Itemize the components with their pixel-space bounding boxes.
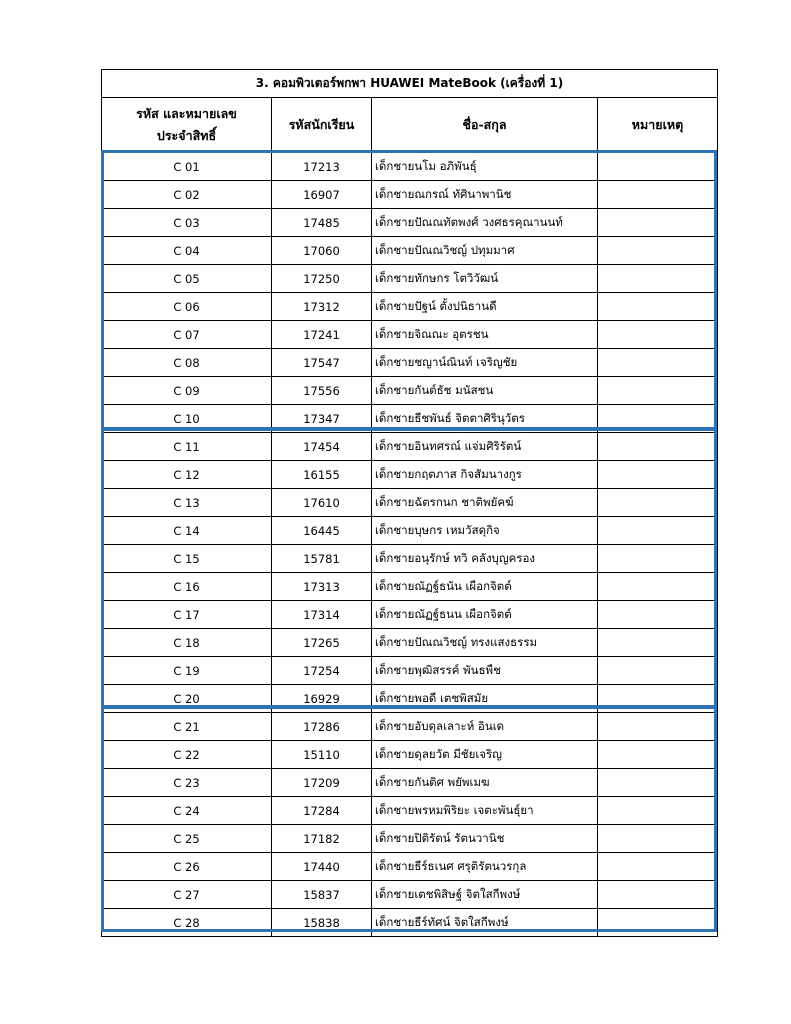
- cell-student-id: 16445: [272, 517, 372, 545]
- cell-name: เด็กชายอับดุลเลาะห์ อินเด: [372, 713, 598, 741]
- cell-student-id: 17440: [272, 853, 372, 881]
- table-row: [102, 881, 718, 909]
- table-title: 3. คอมพิวเตอร์พกพา HUAWEI MateBook (เครื่องที่ 1): [102, 70, 718, 98]
- table-row: [102, 797, 718, 825]
- cell-code: C 05: [102, 265, 272, 293]
- table-row: [102, 825, 718, 853]
- cell-remark: [598, 881, 718, 909]
- table-row: [102, 657, 718, 685]
- cell-student-id: 17209: [272, 769, 372, 797]
- cell-name: เด็กชายปัณณทัตพงศ์ วงศธรคุณานนท์: [372, 209, 598, 237]
- cell-remark: [598, 405, 718, 433]
- cell-name: เด็กชายอินทศรณ์ แจ่มศิริรัตน์: [372, 433, 598, 461]
- cell-student-id: 17213: [272, 153, 372, 181]
- cell-student-id: 17347: [272, 405, 372, 433]
- cell-student-id: 16907: [272, 181, 372, 209]
- roster-sheet: [101, 69, 717, 937]
- cell-remark: [598, 209, 718, 237]
- table-row: [102, 489, 718, 517]
- table-row: [102, 769, 718, 797]
- table-row: [102, 265, 718, 293]
- cell-remark: [598, 293, 718, 321]
- cell-remark: [598, 545, 718, 573]
- cell-remark: [598, 657, 718, 685]
- cell-student-id: 17060: [272, 237, 372, 265]
- cell-code: C 24: [102, 797, 272, 825]
- table-row: [102, 853, 718, 881]
- cell-code: C 25: [102, 825, 272, 853]
- cell-name: เด็กชายณกรณ์ ทัศินาพานิช: [372, 181, 598, 209]
- cell-student-id: 17454: [272, 433, 372, 461]
- table-row: [102, 349, 718, 377]
- cell-remark: [598, 265, 718, 293]
- cell-remark: [598, 741, 718, 769]
- cell-student-id: 15837: [272, 881, 372, 909]
- cell-remark: [598, 237, 718, 265]
- cell-student-id: 17547: [272, 349, 372, 377]
- cell-student-id: 17314: [272, 601, 372, 629]
- cell-code: C 14: [102, 517, 272, 545]
- table-row: [102, 713, 718, 741]
- cell-code: C 04: [102, 237, 272, 265]
- cell-student-id: 17556: [272, 377, 372, 405]
- cell-name: เด็กชายพุฒิสรรค์ พันธพืช: [372, 657, 598, 685]
- cell-name: เด็กชายพรหมพิริยะ เจตะพันธุ์ยา: [372, 797, 598, 825]
- cell-code: C 23: [102, 769, 272, 797]
- cell-student-id: 17286: [272, 713, 372, 741]
- cell-name: เด็กชายธีชพันธ์ จิตตาศิรินุวัตร: [372, 405, 598, 433]
- cell-remark: [598, 573, 718, 601]
- cell-student-id: 17610: [272, 489, 372, 517]
- header-name: ชื่อ-สกุล: [372, 98, 598, 153]
- cell-remark: [598, 825, 718, 853]
- cell-remark: [598, 517, 718, 545]
- cell-code: C 12: [102, 461, 272, 489]
- table-row: [102, 405, 718, 433]
- table-row: [102, 433, 718, 461]
- header-code: [102, 98, 272, 153]
- table-row: [102, 461, 718, 489]
- cell-remark: [598, 601, 718, 629]
- cell-name: เด็กชายชญาน์ณินท์ เจริญชัย: [372, 349, 598, 377]
- table-row: [102, 573, 718, 601]
- table-row: [102, 909, 718, 937]
- cell-student-id: 17265: [272, 629, 372, 657]
- cell-name: เด็กชายปัฐน์ ตั้งปนิธานดี: [372, 293, 598, 321]
- cell-remark: [598, 377, 718, 405]
- cell-student-id: 16155: [272, 461, 372, 489]
- table-row: [102, 321, 718, 349]
- cell-code: C 03: [102, 209, 272, 237]
- cell-name: เด็กชายปัณณวิชญ์ ปทุมมาศ: [372, 237, 598, 265]
- cell-student-id: 17254: [272, 657, 372, 685]
- cell-remark: [598, 181, 718, 209]
- cell-remark: [598, 489, 718, 517]
- cell-code: C 02: [102, 181, 272, 209]
- cell-name: เด็กชายเตชพิสิษฐ์ จิตใสกีพงษ์: [372, 881, 598, 909]
- cell-student-id: 15110: [272, 741, 372, 769]
- table-row: [102, 741, 718, 769]
- table-row: [102, 237, 718, 265]
- cell-remark: [598, 433, 718, 461]
- table-row: [102, 209, 718, 237]
- table-row: [102, 545, 718, 573]
- cell-code: C 10: [102, 405, 272, 433]
- cell-name: เด็กชายปิติรัตน์ รัตนวานิช: [372, 825, 598, 853]
- cell-remark: [598, 909, 718, 937]
- cell-code: C 17: [102, 601, 272, 629]
- cell-student-id: 17485: [272, 209, 372, 237]
- header-student-id: รหัสนักเรียน: [272, 98, 372, 153]
- header-code-line1: รหัส และหมายเลข: [136, 106, 237, 121]
- cell-student-id: 16929: [272, 685, 372, 713]
- table-row: [102, 685, 718, 713]
- cell-code: C 08: [102, 349, 272, 377]
- cell-code: C 27: [102, 881, 272, 909]
- cell-student-id: 15838: [272, 909, 372, 937]
- cell-code: C 21: [102, 713, 272, 741]
- cell-remark: [598, 713, 718, 741]
- cell-code: C 19: [102, 657, 272, 685]
- table-row: [102, 377, 718, 405]
- cell-name: เด็กชายกฤตภาส กิจสัมนางกูร: [372, 461, 598, 489]
- cell-remark: [598, 853, 718, 881]
- header-code-line2: ประจำสิทธิ์: [156, 128, 217, 143]
- cell-code: C 01: [102, 153, 272, 181]
- cell-name: เด็กชายธีร์ทัศน์ จิตใสกีพงษ์: [372, 909, 598, 937]
- cell-code: C 20: [102, 685, 272, 713]
- cell-code: C 11: [102, 433, 272, 461]
- cell-name: เด็กชายดุลยวัต มีชัยเจริญ: [372, 741, 598, 769]
- cell-name: เด็กชายจิณณะ อุตรชน: [372, 321, 598, 349]
- cell-remark: [598, 769, 718, 797]
- cell-code: C 28: [102, 909, 272, 937]
- cell-code: C 26: [102, 853, 272, 881]
- header-remark: หมายเหตุ: [598, 98, 718, 153]
- cell-name: เด็กชายปัณณวิชญ์ ทรงแสงธรรม: [372, 629, 598, 657]
- table-row: [102, 181, 718, 209]
- cell-student-id: 17250: [272, 265, 372, 293]
- cell-remark: [598, 153, 718, 181]
- cell-name: เด็กชายพอดี เตชพิสมัย: [372, 685, 598, 713]
- cell-name: เด็กชายกันติศ พยัพเมฆ: [372, 769, 598, 797]
- cell-name: เด็กชายณัฏฐ์ธนัน เผือกจิตต์: [372, 573, 598, 601]
- cell-student-id: 17182: [272, 825, 372, 853]
- cell-student-id: 17313: [272, 573, 372, 601]
- cell-name: เด็กชายนโม อภิพันธุ์: [372, 153, 598, 181]
- cell-name: เด็กชายกันต์ธัช มนัสชน: [372, 377, 598, 405]
- table-row: [102, 293, 718, 321]
- cell-student-id: 15781: [272, 545, 372, 573]
- roster-body: [102, 153, 718, 937]
- cell-code: C 15: [102, 545, 272, 573]
- cell-name: เด็กชายฉัตรกนก ชาติพยัคฆ์: [372, 489, 598, 517]
- cell-name: เด็กชายอนุรักษ์ ทวิ คลังบุญครอง: [372, 545, 598, 573]
- cell-name: เด็กชายณัฏฐ์ธนน เผือกจิตต์: [372, 601, 598, 629]
- cell-code: C 06: [102, 293, 272, 321]
- table-row: [102, 517, 718, 545]
- cell-remark: [598, 321, 718, 349]
- cell-remark: [598, 349, 718, 377]
- cell-code: C 09: [102, 377, 272, 405]
- cell-code: C 18: [102, 629, 272, 657]
- roster-table: [101, 69, 718, 937]
- table-row: [102, 629, 718, 657]
- table-row: [102, 153, 718, 181]
- cell-remark: [598, 797, 718, 825]
- cell-code: C 22: [102, 741, 272, 769]
- cell-name: เด็กชายธีร์ธเนศ ศรุติรัตนวรกุล: [372, 853, 598, 881]
- cell-student-id: 17312: [272, 293, 372, 321]
- cell-code: C 13: [102, 489, 272, 517]
- cell-code: C 07: [102, 321, 272, 349]
- cell-code: C 16: [102, 573, 272, 601]
- table-row: [102, 601, 718, 629]
- cell-name: เด็กชายบุษกร เหมวัสดุกิจ: [372, 517, 598, 545]
- cell-remark: [598, 629, 718, 657]
- cell-name: เด็กชายทักษกร โตวิวัฒน์: [372, 265, 598, 293]
- cell-remark: [598, 685, 718, 713]
- cell-student-id: 17241: [272, 321, 372, 349]
- cell-student-id: 17284: [272, 797, 372, 825]
- cell-remark: [598, 461, 718, 489]
